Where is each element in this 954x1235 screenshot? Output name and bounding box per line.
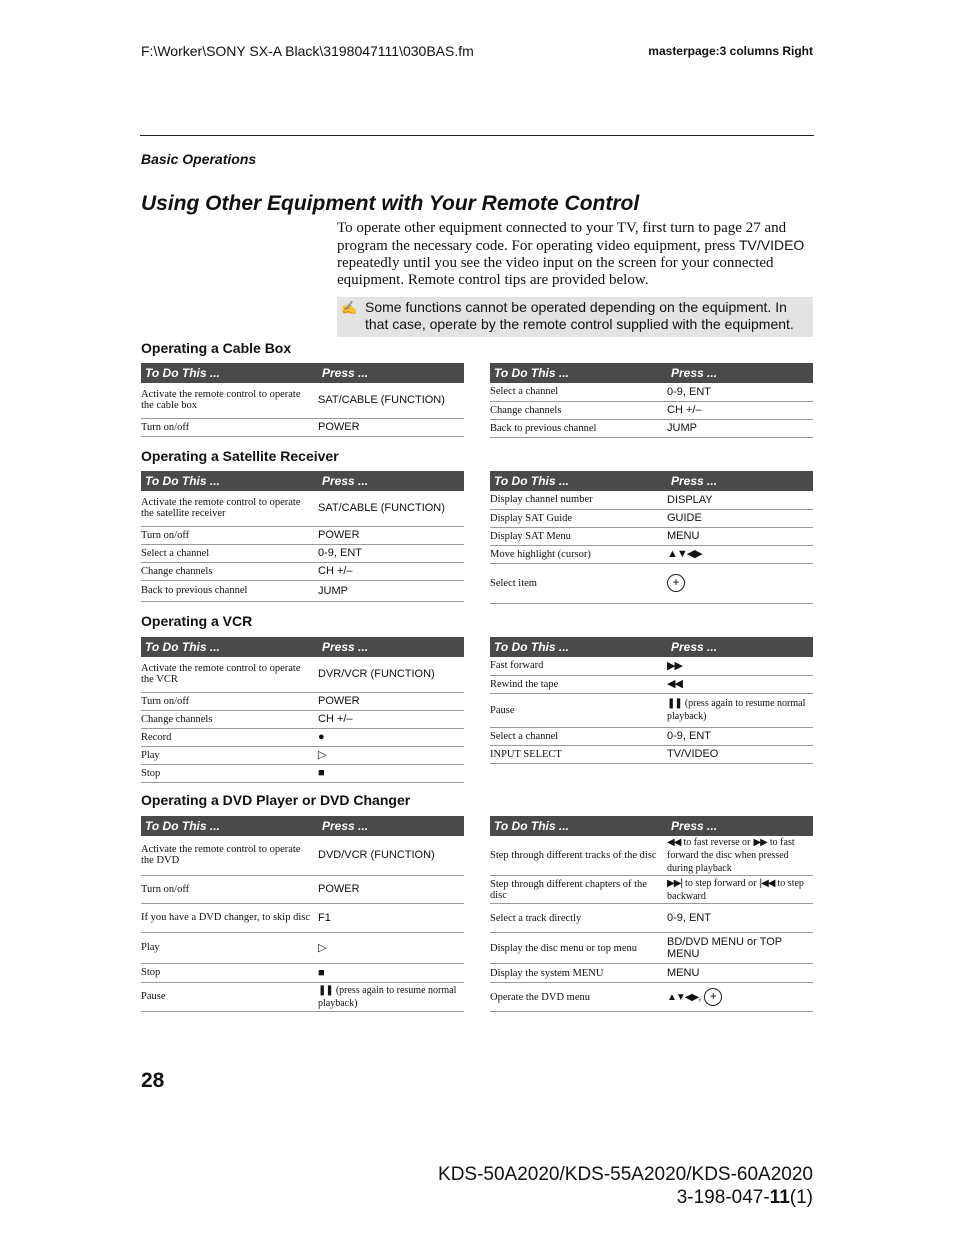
press-note: to step forward or — [685, 877, 757, 889]
intro-part2: repeatedly until you see the video input on the screen for your connected equipment. Remote control tips are provided below. — [337, 255, 774, 288]
table-row — [141, 491, 464, 526]
press-note: (press again to resume normal playback) — [667, 698, 806, 722]
todo-cell: If you have a DVD changer, to skip disc — [141, 903, 318, 932]
heading-vcr: Operating a VCR — [141, 613, 253, 629]
header-todo: To Do This ... — [141, 363, 318, 383]
press-cell: JUMP — [667, 419, 813, 437]
note-box — [337, 297, 813, 337]
rewind-icon: ◀◀ — [667, 675, 813, 693]
header-press: Press ... — [667, 816, 813, 836]
press-cell: SAT/CABLE (FUNCTION) — [318, 491, 464, 526]
header-press: Press ... — [667, 471, 813, 491]
todo-cell: Turn on/off — [141, 692, 318, 710]
pencil-note-icon: ✍ — [341, 300, 358, 315]
press-cell: GUIDE — [667, 509, 813, 527]
previous-chapter-icon: |◀◀ — [759, 877, 775, 889]
press-note: to fast forward the disc when pressed during playback — [667, 837, 795, 874]
table-row — [490, 675, 813, 693]
table-row — [141, 710, 464, 728]
todo-cell: Rewind the tape — [490, 675, 667, 693]
table-row — [490, 657, 813, 675]
press-cell: DISPLAY — [667, 491, 813, 509]
heading-dvd: Operating a DVD Player or DVD Changer — [141, 792, 411, 808]
press-note: to fast reverse or — [683, 837, 751, 848]
table-row — [141, 764, 464, 782]
select-button-icon: + — [704, 988, 722, 1006]
table-row — [141, 982, 464, 1011]
todo-cell: INPUT SELECT — [490, 745, 667, 763]
table-row — [141, 418, 464, 436]
todo-cell: Display SAT Menu — [490, 527, 667, 545]
todo-cell: Pause — [490, 693, 667, 727]
table-satellite-left — [141, 471, 464, 602]
table-row — [490, 509, 813, 527]
table-row — [490, 383, 813, 401]
press-cell: BD/DVD MENU or TOP MENU — [667, 933, 813, 964]
header-todo: To Do This ... — [490, 471, 667, 491]
pause-icon: ❚❚ — [667, 698, 682, 709]
todo-cell: Play — [141, 746, 318, 764]
note-text: Some functions cannot be operated depending on the equipment. In that case, operate by the remote control supplied with the equipment. — [365, 299, 794, 332]
table-row — [490, 401, 813, 419]
play-icon: ▷ — [318, 746, 464, 764]
table-row — [141, 728, 464, 746]
table-row — [141, 963, 464, 982]
arrow-keys-icon: ▲▼◀▶ — [667, 545, 813, 563]
page-number: 28 — [141, 1069, 165, 1092]
table-row — [141, 657, 464, 692]
table-row — [490, 491, 813, 509]
press-cell: POWER — [318, 692, 464, 710]
table-row — [141, 746, 464, 764]
table-row — [490, 693, 813, 727]
table-row — [490, 904, 813, 933]
header-todo: To Do This ... — [490, 637, 667, 657]
select-button-icon: + — [667, 574, 685, 592]
model-list: KDS-50A2020/KDS-55A2020/KDS-60A2020 — [438, 1164, 813, 1185]
press-note: , — [698, 990, 702, 1003]
press-cell: 0-9, ENT — [667, 727, 813, 745]
todo-cell: Stop — [141, 963, 318, 982]
press-cell: 0-9, ENT — [318, 544, 464, 562]
todo-cell: Record — [141, 728, 318, 746]
table-row — [490, 933, 813, 964]
press-note: to step backward — [667, 877, 804, 902]
code-suffix: (1) — [789, 1187, 813, 1208]
page-title: Using Other Equipment with Your Remote Control — [141, 192, 640, 215]
todo-cell: Display the system MENU — [490, 964, 667, 983]
section-label: Basic Operations — [141, 151, 257, 167]
press-cell — [667, 876, 813, 904]
press-cell: POWER — [318, 418, 464, 436]
table-row — [490, 836, 813, 876]
todo-cell: Activate the remote control to operate the cable box — [141, 383, 318, 418]
table-row — [490, 563, 813, 603]
table-satellite-right — [490, 471, 813, 604]
file-path: F:\Worker\SONY SX-A Black\3198047111\030BAS.fm — [141, 43, 474, 59]
intro-paragraph — [337, 220, 813, 289]
masterpage-label: masterpage:3 columns Right — [648, 44, 813, 58]
table-row — [490, 545, 813, 563]
todo-cell: Back to previous channel — [490, 419, 667, 437]
table-row — [141, 544, 464, 562]
table-vcr-right — [490, 637, 813, 764]
pause-icon: ❚❚ — [318, 984, 333, 996]
table-row — [490, 527, 813, 545]
code-bold: 11 — [769, 1187, 790, 1208]
todo-cell: Play — [141, 932, 318, 963]
todo-cell: Stop — [141, 764, 318, 782]
todo-cell: Move highlight (cursor) — [490, 545, 667, 563]
press-cell: SAT/CABLE (FUNCTION) — [318, 383, 464, 418]
todo-cell: Select a channel — [490, 383, 667, 401]
table-row — [141, 562, 464, 580]
footer-models — [438, 1163, 813, 1209]
press-cell: POWER — [318, 875, 464, 903]
intro-part1: To operate other equipment connected to your TV, first turn to page 27 and program the necessary code. For operating video equipment, press — [337, 220, 787, 254]
heading-satellite: Operating a Satellite Receiver — [141, 448, 339, 464]
header-press: Press ... — [667, 363, 813, 383]
stop-icon: ■ — [318, 963, 464, 982]
header-todo: To Do This ... — [141, 816, 318, 836]
intro-key: TV/VIDEO — [738, 237, 805, 253]
todo-cell: Select a track directly — [490, 904, 667, 933]
press-cell: POWER — [318, 526, 464, 544]
table-row — [141, 383, 464, 418]
table-row — [141, 903, 464, 932]
header-press: Press ... — [667, 637, 813, 657]
header-todo: To Do This ... — [490, 363, 667, 383]
header-press: Press ... — [318, 637, 464, 657]
press-cell: CH +/– — [318, 562, 464, 580]
document-code — [438, 1186, 813, 1209]
header-press: Press ... — [318, 471, 464, 491]
table-row — [490, 727, 813, 745]
table-row — [141, 580, 464, 601]
todo-cell: Activate the remote control to operate the DVD — [141, 836, 318, 875]
header-todo: To Do This ... — [141, 471, 318, 491]
press-cell: DVR/VCR (FUNCTION) — [318, 657, 464, 692]
fast-forward-icon: ▶▶ — [753, 837, 767, 848]
record-icon: ● — [318, 728, 464, 746]
todo-cell: Activate the remote control to operate the VCR — [141, 657, 318, 692]
todo-cell: Back to previous channel — [141, 580, 318, 601]
todo-cell: Display SAT Guide — [490, 509, 667, 527]
header-press: Press ... — [318, 363, 464, 383]
next-chapter-icon: ▶▶| — [667, 877, 682, 889]
press-note: (press again to resume normal playback) — [318, 984, 457, 1009]
table-row — [141, 692, 464, 710]
table-row — [490, 964, 813, 983]
table-cable-left — [141, 363, 464, 437]
play-icon: ▷ — [318, 932, 464, 963]
arrow-keys-icon: ▲▼◀▶ — [667, 991, 699, 1003]
heading-cable-box: Operating a Cable Box — [141, 340, 292, 356]
table-dvd-left — [141, 816, 464, 1012]
press-cell: F1 — [318, 903, 464, 932]
header-rule — [140, 135, 814, 136]
press-cell: 0-9, ENT — [667, 383, 813, 401]
todo-cell: Select item — [490, 563, 667, 603]
header-todo: To Do This ... — [141, 637, 318, 657]
press-cell: JUMP — [318, 580, 464, 601]
press-cell: CH +/– — [318, 710, 464, 728]
table-row — [490, 876, 813, 904]
table-row — [141, 932, 464, 963]
todo-cell: Display channel number — [490, 491, 667, 509]
table-row — [490, 745, 813, 763]
press-cell — [667, 693, 813, 727]
todo-cell: Select a channel — [490, 727, 667, 745]
press-cell — [667, 563, 813, 603]
todo-cell: Change channels — [490, 401, 667, 419]
press-cell — [667, 836, 813, 876]
fast-forward-icon: ▶▶ — [667, 657, 813, 675]
press-cell: MENU — [667, 964, 813, 983]
code-prefix: 3-198-047- — [676, 1187, 770, 1208]
todo-cell: Change channels — [141, 562, 318, 580]
header-todo: To Do This ... — [490, 816, 667, 836]
todo-cell: Step through different tracks of the disc — [490, 836, 667, 876]
stop-icon: ■ — [318, 764, 464, 782]
table-row — [490, 983, 813, 1012]
table-row — [490, 419, 813, 437]
table-row — [141, 875, 464, 903]
todo-cell: Activate the remote control to operate the satellite receiver — [141, 491, 318, 526]
todo-cell: Fast forward — [490, 657, 667, 675]
table-vcr-left — [141, 637, 464, 783]
table-row — [141, 526, 464, 544]
table-cable-right — [490, 363, 813, 438]
table-row — [141, 836, 464, 875]
header-press: Press ... — [318, 816, 464, 836]
press-cell: TV/VIDEO — [667, 745, 813, 763]
todo-cell: Turn on/off — [141, 418, 318, 436]
todo-cell: Turn on/off — [141, 875, 318, 903]
press-cell — [667, 983, 813, 1012]
todo-cell: Select a channel — [141, 544, 318, 562]
todo-cell: Pause — [141, 982, 318, 1011]
todo-cell: Turn on/off — [141, 526, 318, 544]
todo-cell: Operate the DVD menu — [490, 983, 667, 1012]
press-cell — [318, 982, 464, 1011]
rewind-icon: ◀◀ — [667, 837, 681, 848]
press-cell: 0-9, ENT — [667, 904, 813, 933]
todo-cell: Display the disc menu or top menu — [490, 933, 667, 964]
press-cell: MENU — [667, 527, 813, 545]
press-cell: CH +/– — [667, 401, 813, 419]
todo-cell: Step through different chapters of the disc — [490, 876, 667, 904]
table-dvd-right — [490, 816, 813, 1012]
press-cell: DVD/VCR (FUNCTION) — [318, 836, 464, 875]
todo-cell: Change channels — [141, 710, 318, 728]
